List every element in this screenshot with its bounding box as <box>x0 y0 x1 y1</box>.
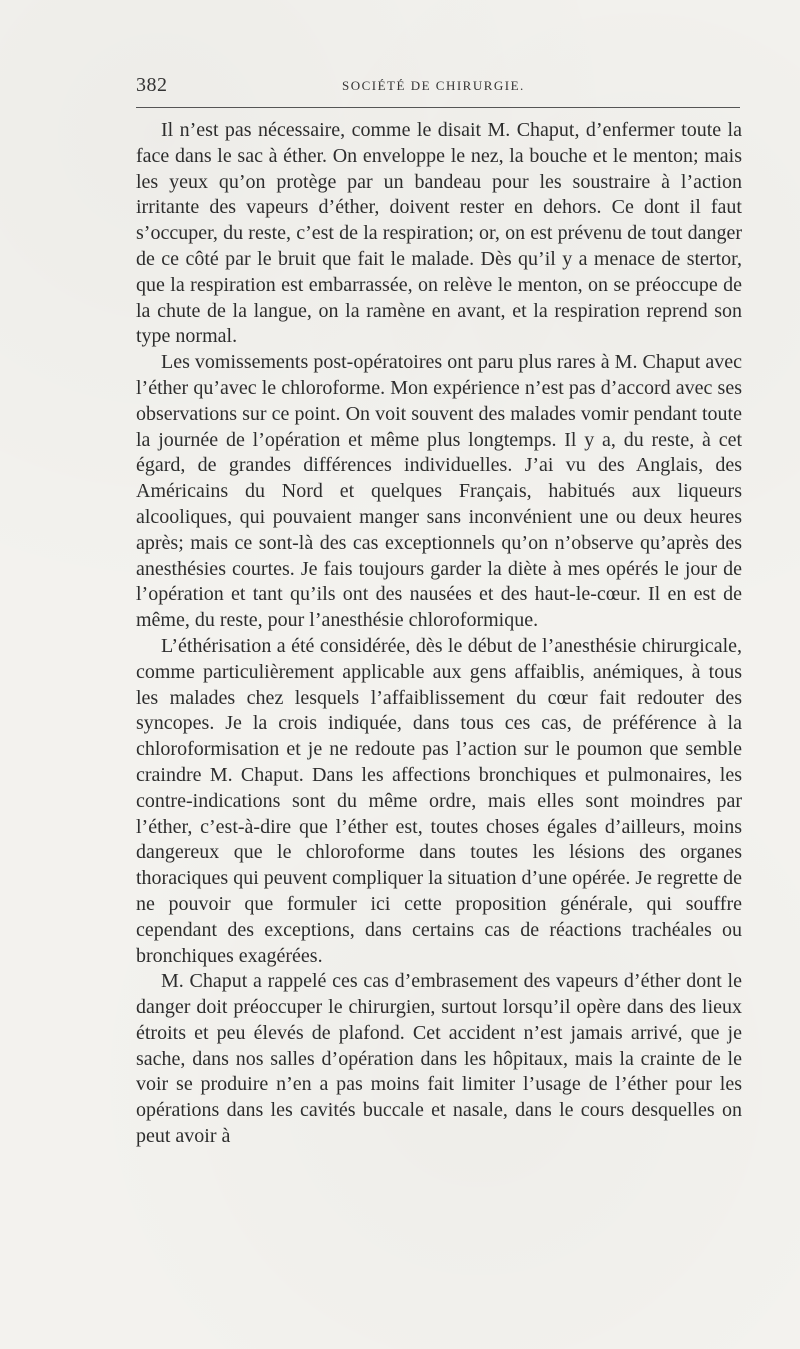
body-text <box>136 118 742 1150</box>
paragraph-3: L’éthérisation a été considérée, dès le début de l’anesthésie chirurgicale, comme particulièrement applicable aux gens affaiblis, anémiques, à tous les malades chez lesquels l’affaiblissement du cœur fait redouter des syncopes. Je la crois indiquée, dans tous ces cas, de préférence à la chloroformisation et je ne redoute pas l’action sur le poumon que semble craindre M. Chaput. Dans les affections bronchiques et pulmonaires, les contre-indications sont du même ordre, mais elles sont moindres par l’éther, c’est-à-dire que l’éther est, toutes choses égales d’ailleurs, moins dangereux que le chloroforme dans toutes les lésions des organes thoraciques qui peuvent compliquer la situation d’une opérée. Je regrette de ne pouvoir que formuler ici cette proposition générale, qui souffre cependant des exceptions, dans certains cas de réactions trachéales ou bronchiques exagérées. <box>136 634 742 967</box>
page-header <box>136 74 740 102</box>
page-number: 382 <box>136 74 168 96</box>
paragraph-4: M. Chaput a rappelé ces cas d’embrasement des vapeurs d’éther dont le danger doit préoccuper le chirurgien, surtout lorsqu’il opère dans des lieux étroits et peu élevés de plafond. Cet accident n’est jamais arrivé, que je sache, dans nos salles d’opération dans les hôpitaux, mais la crainte de le voir se produire n’en a pas moins fait limiter l’usage de l’éther pour les opérations dans les cavités buccale et nasale, dans le cours desquelles on peut avoir à <box>136 970 742 1148</box>
paragraph-1: Il n’est pas nécessaire, comme le disait M. Chaput, d’enfermer toute la face dans le sac à éther. On enveloppe le nez, la bouche et le menton; mais les yeux qu’on protège par un bandeau pour les soustraire à l’action irritante des vapeurs d’éther, doivent rester en dehors. Ce dont il faut s’occuper, du reste, c’est de la respiration; or, on est prévenu de tout danger de ce côté par le bruit que fait le malade. Dès qu’il y a menace de stertor, que la respiration est embarrassée, on relève le menton, on se préoccupe de la chute de la langue, on la ramène en avant, et la respiration reprend son type normal. <box>136 119 742 348</box>
running-head: SOCIÉTÉ DE CHIRURGIE. <box>342 78 525 93</box>
header-rule <box>136 107 740 108</box>
paragraph-2: Les vomissements post-opératoires ont paru plus rares à M. Chaput avec l’éther qu’avec le chloroforme. Mon expérience n’est pas d’accord avec ses observations sur ce point. On voit souvent des malades vomir pendant toute la journée de l’opération et même plus longtemps. Il y a, du reste, à cet égard, de grandes différences individuelles. J’ai vu des Anglais, des Américains du Nord et quelques Français, habitués aux liqueurs alcooliques, qui pouvaient manger sans inconvénient une ou deux heures après; mais ce sont-là des cas exceptionnels qu’on n’observe qu’après des anesthésies courtes. Je fais toujours garder la diète à mes opérés le jour de l’opération et tant qu’ils ont des nausées et des haut-le-cœur. Il en est de même, du reste, pour l’anesthésie chloroformique. <box>136 351 742 632</box>
